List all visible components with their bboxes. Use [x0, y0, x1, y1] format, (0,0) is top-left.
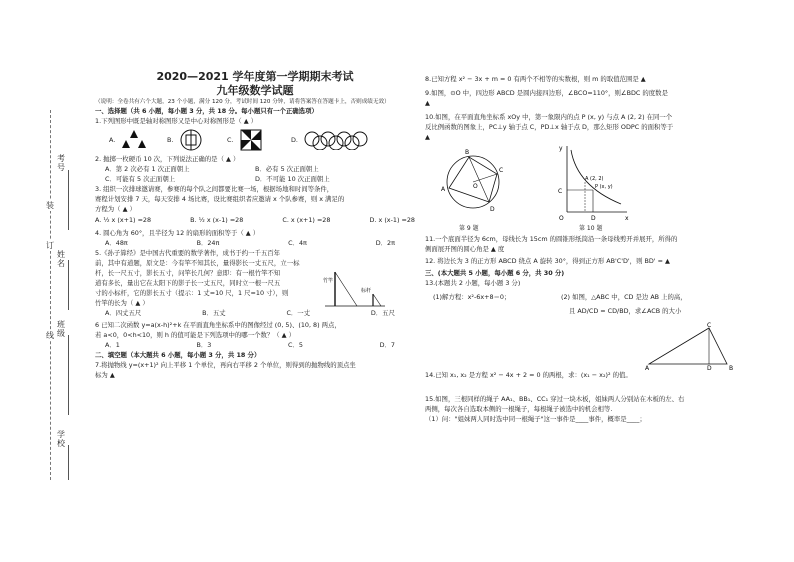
q5-option-c: C．一丈 [286, 309, 311, 317]
binding-mark-xian: 线 [46, 331, 54, 340]
q9-label-a: A [441, 186, 446, 193]
name-field[interactable] [68, 260, 69, 310]
q9-label-d: D [490, 206, 495, 213]
question-3-line-2: 赛程计划安排 7 天，每天安排 4 场比赛，设比赛组织者应邀请 x 个队参赛，则 x 满足的 [95, 195, 345, 203]
question-15-line-3: （1）问："姐妹两人同时选中同一根绳子"这一事件是____事件，概率是____； [425, 415, 646, 423]
q1-option-c-label: C. [227, 136, 234, 144]
q9-figure [435, 142, 511, 222]
class-field[interactable] [68, 335, 69, 415]
q2-options-row2 [95, 174, 415, 184]
q13-label-c: C [707, 322, 712, 329]
q1-options [95, 126, 415, 154]
q6-option-b: B．3 [196, 341, 212, 349]
q5-figure [323, 266, 387, 308]
q5-options [95, 308, 415, 320]
q6-option-c: C．5 [288, 341, 303, 349]
q3-option-a: A. ½ x (x+1) =28 [95, 216, 152, 224]
binding-mark-ding: 订 [46, 241, 54, 250]
q14-spacer [425, 380, 755, 394]
section-1-heading: 一、选择题（共 6 小题，每小题 3 分，共 18 分。每小题只有一个正确选项） [95, 107, 318, 115]
q1-option-d-figure [303, 130, 369, 150]
question-14: 14.已知 x₁, x₂ 是方程 x² − 4x + 2 = 0 的两根，求：(x₁ − x₂)² 的值。 [425, 371, 632, 379]
section-3-heading: 三、(本大题共 5 小题，每小题 6 分，共 30 分) [425, 269, 565, 277]
q4-option-d: D．2π [375, 239, 395, 247]
question-8: 8.已知方程 x² − 3x + m = 0 有两个不相等的实数根，则 m 的取值范围是 ▲ [425, 75, 646, 83]
question-9-line-1: 9.如图，⊙O 中，四边形 ABCD 是圆内接四边形，∠BCO=110°，则∠BDC 的度数是 [425, 89, 668, 97]
q2-option-c: C．可能有 5 次正面朝上 [105, 175, 176, 183]
q9-caption: 第 9 题 [459, 225, 479, 232]
left-column [95, 70, 415, 380]
q4-option-c: C．4π [288, 239, 307, 247]
question-5-line-3: 杆，长一尺五寸，影长五寸，问竿长几何？意即：有一根竹竿不知 [95, 269, 281, 277]
q10-label-o: O [559, 215, 564, 222]
q6-options [95, 340, 415, 350]
question-10-line-2: 反比例函数的图象上，PC⊥y 轴于点 C，PD⊥x 轴于点 D，那么矩形 ODPC 的面积等于 [425, 123, 674, 131]
q10-label-d: D [591, 215, 596, 222]
exam-subtitle: 九年级数学试题 [216, 84, 294, 97]
q1-option-d-label: D. [291, 136, 298, 144]
question-5-line-2: 前，其中有道题，原文是：今有竿不知其长，量得影长一丈五尺，立一标 [95, 259, 300, 267]
question-5-line-5: 寸的小标杆，它的影长五寸（提示：1 丈=10 尺，1 尺=10 寸），则 [95, 289, 289, 297]
question-5-block [95, 248, 415, 308]
q5-option-d: D．五尺 [370, 309, 395, 317]
q4-option-a: A．48π [105, 239, 128, 247]
q3-option-d: D. x (x-1) =28 [369, 216, 415, 224]
q13-label-b: B [729, 365, 734, 370]
exam-note: （说明：全卷共有六个大题，23 个小题，满分 120 分，考试时间 120 分钟，请将答案答在答题卡上，否则成绩无效） [95, 99, 390, 105]
binding-margin [20, 110, 80, 480]
label-exam-number: 考号 [57, 154, 65, 172]
question-15-line-2: 两侧，每次各自选取本侧的一根绳子，每根绳子被选中的机会相等. [425, 405, 613, 413]
q10-label-y: y [559, 145, 563, 152]
label-class: 班级 [57, 320, 65, 338]
q1-option-c-figure [239, 128, 263, 152]
q2-option-a: A．第 2 次必有 1 次正面朝上 [105, 165, 190, 173]
q13-figure [645, 322, 737, 370]
question-1: 1.下列图形中既是轴对称图形又是中心对称图形是（ ▲ ） [95, 117, 258, 125]
q2-option-d: D．不可能 10 次正面朝上 [255, 175, 330, 183]
q5-option-a: A．四丈五尺 [105, 309, 142, 317]
q3-option-c: C. x (x+1) =28 [282, 216, 331, 224]
q9-label-c: C [499, 167, 504, 174]
q1-option-b-figure [179, 128, 203, 152]
q9-label-b: B [465, 149, 470, 156]
question-4: 4. 圆心角为 60°，且半径为 12 的扇形的面积等于（ ▲ ） [95, 229, 260, 237]
question-13-2b: 且 AD/CD = CD/BD，求∠ACB 的大小 [569, 307, 682, 315]
q13-label-a: A [645, 365, 650, 370]
q9-label-o: O [473, 183, 478, 190]
question-13-1: (1)解方程：x²-6x+8＝0； [433, 293, 511, 301]
binding-dashed-line [50, 110, 51, 480]
question-7-line-2: 标为 ▲ [95, 371, 115, 379]
question-15-line-1: 15.如图，三根同样的绳子 AA₁、BB₁、CC₁ 穿过一块木板，姐妹两人分别站在木板的左、右 [425, 395, 685, 403]
q10-label-c: C [558, 188, 563, 195]
question-5-line-6: 竹竿的长为（ ▲ ） [95, 299, 149, 307]
q10-caption: 第 10 题 [579, 225, 603, 232]
question-11-line-2: 侧面展开图的圆心角是 ▲ 度 [425, 245, 505, 253]
exam-number-field[interactable] [68, 170, 69, 230]
right-column [425, 74, 755, 424]
q3-options [95, 214, 415, 228]
q3-option-b: B. ½ x (x-1) =28 [190, 216, 244, 224]
q13-label-d: D [707, 365, 712, 370]
q10-figure [555, 142, 631, 222]
section-2-heading: 二、填空题（本大题共 6 小题，每小题 3 分，共 18 分） [95, 351, 261, 359]
question-13: 13.(本题共 2 小题，每小题 3 分) [425, 279, 521, 287]
question-9-line-2: ▲ [425, 99, 430, 107]
figures-9-10 [425, 142, 755, 234]
question-5-line-4: 道有多长，量出它在太阳下的影子长一丈五尺，同时立一根一尺五 [95, 279, 281, 287]
q1-option-a-label: A. [109, 136, 116, 144]
q6-option-a: A．1 [105, 341, 120, 349]
question-3-line-1: 3. 组织一次排球邀请赛，参赛的每个队之间都要比赛一场，根据场地和时间等条件， [95, 185, 334, 193]
question-6-line-2: 若 a<0，0<h<10，则 h 的值可能是下列选项中的哪一个数？（ ▲ ） [95, 331, 296, 339]
binding-mark-zhuang: 装 [46, 201, 54, 210]
q10-label-x: x [625, 215, 629, 222]
q2-option-b: B．必有 5 次正面朝上 [255, 165, 319, 173]
q5-option-b: B．五丈 [202, 309, 226, 317]
question-6-line-1: 6 已知二次函数 y=a(x-h)²+k 在平面直角坐标系中的图像经过 (0, 5)、(10, 8) 两点， [95, 321, 341, 329]
q10-label-a: A (2, 2) [585, 176, 604, 182]
question-2: 2. 抛掷一枚硬币 10 次，下列说法正确的是（ ▲ ） [95, 155, 240, 163]
question-5-line-1: 5.《孙子算经》是中国古代重要的数学著作，成书于约一千五百年 [95, 249, 281, 257]
q1-option-b-label: B. [167, 136, 174, 144]
q4-option-b: B．24π [196, 239, 220, 247]
question-10-line-1: 10.如图，在平面直角坐标系 xOy 中，第一象限内的点 P (x, y) 与点 A (2, 2) 在同一个 [425, 113, 673, 121]
question-13-2a: (2) 如图，△ABC 中，CD 是边 AB 上的高， [561, 293, 687, 301]
label-name: 姓名 [57, 250, 65, 268]
q1-option-a-figure [121, 128, 147, 152]
q4-options [95, 238, 415, 248]
question-12: 12. 将边长为 3 的正方形 ABCD 绕点 A 旋转 30°，得到正方形 AB'C'D'，则 BD' = [425, 257, 663, 265]
question-12-tail: ▲ [665, 257, 670, 265]
q2-options-row1 [95, 164, 415, 174]
question-7-line-1: 7.将抛物线 y=(x+1)² 向上平移 1 个单位，再向右平移 2 个单位，则得到的抛物线的顶点坐 [95, 361, 356, 369]
school-field[interactable] [68, 445, 69, 480]
question-12-row [425, 256, 755, 266]
q5-figure-marker-label: 标杆 [361, 288, 372, 294]
q10-label-p: P (x, y) [595, 184, 613, 190]
exam-title: 2020—2021 学年度第一学期期末考试 [156, 70, 354, 83]
question-11-line-1: 11.一个底面半径为 6cm，母线长为 15cm 的圆锥形纸筒沿一条母线剪开并展开，所得的 [425, 235, 678, 243]
label-school: 学校 [57, 430, 65, 448]
q5-figure-pole-label: 竹竿 [323, 278, 334, 284]
question-13-block [425, 288, 755, 370]
question-3-line-3: 方程为（ ▲ ） [95, 205, 136, 213]
q6-option-d: D．7 [379, 341, 395, 349]
question-10-line-3: ▲ [425, 133, 430, 141]
